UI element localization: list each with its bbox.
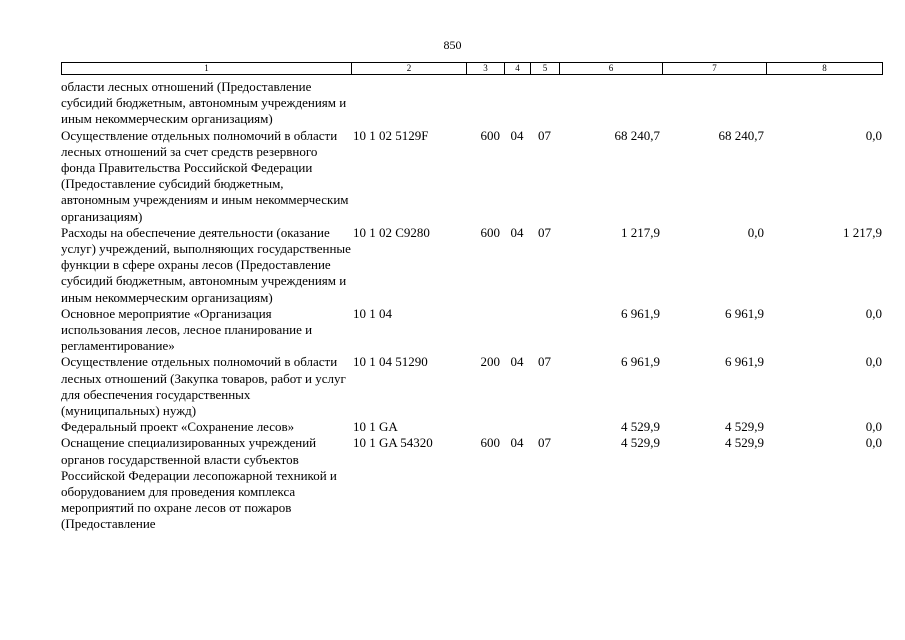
row-col-4 xyxy=(504,306,530,355)
row-col-7: 6 961,9 xyxy=(725,354,764,370)
page-number: 850 xyxy=(443,38,462,52)
row-col-3: 600 xyxy=(480,224,500,240)
row-col-6: 68 240,7 xyxy=(614,127,660,143)
row-col-3 xyxy=(466,306,504,355)
table-row xyxy=(61,354,882,419)
header-col-2: 2 xyxy=(352,63,467,75)
row-code: 10 1 02 С9280 xyxy=(353,224,430,240)
row-col-5 xyxy=(530,79,559,128)
row-col-6: 4 529,9 xyxy=(621,419,660,435)
header-col-5: 5 xyxy=(531,63,560,75)
header-col-7: 7 xyxy=(663,63,767,75)
row-col-5: 07 xyxy=(538,354,551,370)
table-row xyxy=(61,306,882,355)
row-code: 10 1 04 51290 xyxy=(353,354,428,370)
row-description: области лесных отношений (Предоставление субсидий бюджетным, автономным учреждениям и иным некоммерческим организациям) xyxy=(61,79,347,127)
row-col-4: 04 xyxy=(510,224,524,240)
row-description: Осуществление отдельных полномочий в области лесных отношений за счет средств резервного фонда Правительства Российской Федерации (Предоставление субсидий бюджетным, автономным учреждениям и иным некоммерческим организациям) xyxy=(61,127,349,224)
row-col-6: 6 961,9 xyxy=(621,305,660,321)
row-col-8: 0,0 xyxy=(865,435,882,451)
row-description: Осуществление отдельных полномочий в области лесных отношений (Закупка товаров, работ и услуг для обеспечения государственных (муниципальных) нужд) xyxy=(61,354,346,419)
row-col-4: 04 xyxy=(510,435,524,451)
header-col-6: 6 xyxy=(560,63,663,75)
header-col-1: 1 xyxy=(62,63,352,75)
row-col-6: 6 961,9 xyxy=(621,354,660,370)
row-description: Основное мероприятие «Организация использования лесов, лесное планирование и регламентирование» xyxy=(61,305,313,354)
row-col-6: 1 217,9 xyxy=(621,224,660,240)
row-col-4 xyxy=(504,79,530,128)
row-col-6 xyxy=(559,79,662,128)
row-description: Федеральный проект «Сохранение лесов» xyxy=(61,419,295,435)
row-code xyxy=(351,79,466,128)
row-col-6: 4 529,9 xyxy=(621,435,660,451)
row-col-8: 0,0 xyxy=(865,305,882,321)
row-col-3 xyxy=(466,419,504,435)
row-col-8: 0,0 xyxy=(865,419,882,435)
row-col-5 xyxy=(530,306,559,355)
header-col-4: 4 xyxy=(505,63,531,75)
row-col-7: 6 961,9 xyxy=(725,305,764,321)
row-col-3: 600 xyxy=(480,127,500,143)
row-col-5 xyxy=(530,419,559,435)
row-col-5: 07 xyxy=(538,435,551,451)
budget-table-body xyxy=(61,79,882,533)
table-row xyxy=(61,225,882,306)
header-col-8: 8 xyxy=(767,63,883,75)
row-col-4 xyxy=(504,419,530,435)
row-code: 10 1 04 xyxy=(353,305,392,321)
header-col-3: 3 xyxy=(467,63,505,75)
row-col-8: 1 217,9 xyxy=(843,224,882,240)
row-code: 10 1 GA xyxy=(353,419,398,435)
row-col-4: 04 xyxy=(510,127,524,143)
row-col-7: 4 529,9 xyxy=(725,419,764,435)
row-col-8: 0,0 xyxy=(865,354,882,370)
row-col-3: 200 xyxy=(480,354,500,370)
row-col-8: 0,0 xyxy=(865,127,882,143)
table-row xyxy=(61,79,882,128)
row-col-4: 04 xyxy=(510,354,524,370)
row-col-7: 0,0 xyxy=(747,224,764,240)
row-col-3: 600 xyxy=(480,435,500,451)
row-col-7: 4 529,9 xyxy=(725,435,764,451)
row-code: 10 1 02 5129F xyxy=(353,127,429,143)
row-description: Расходы на обеспечение деятельности (оказание услуг) учреждений, выполняющих государственные функции в сфере охраны лесов (Предоставление субсидий бюджетным, автономным учреждениям и иным некоммерческим организациям) xyxy=(61,224,351,305)
row-col-5: 07 xyxy=(538,224,551,240)
row-col-5: 07 xyxy=(538,127,551,143)
row-code: 10 1 GA 54320 xyxy=(353,435,433,451)
row-description: Оснащение специализированных учреждений органов государственной власти субъектов Российской Федерации лесопожарной техникой и оборудованием для проведения комплекса мероприятий по охране лесов от пожаров (Предоставление xyxy=(61,435,337,532)
column-number-header xyxy=(61,62,883,75)
row-col-8 xyxy=(766,79,882,128)
row-col-3 xyxy=(466,79,504,128)
table-row xyxy=(61,435,882,532)
table-row xyxy=(61,419,882,435)
row-col-7 xyxy=(662,79,766,128)
table-row xyxy=(61,128,882,225)
row-col-7: 68 240,7 xyxy=(718,127,764,143)
